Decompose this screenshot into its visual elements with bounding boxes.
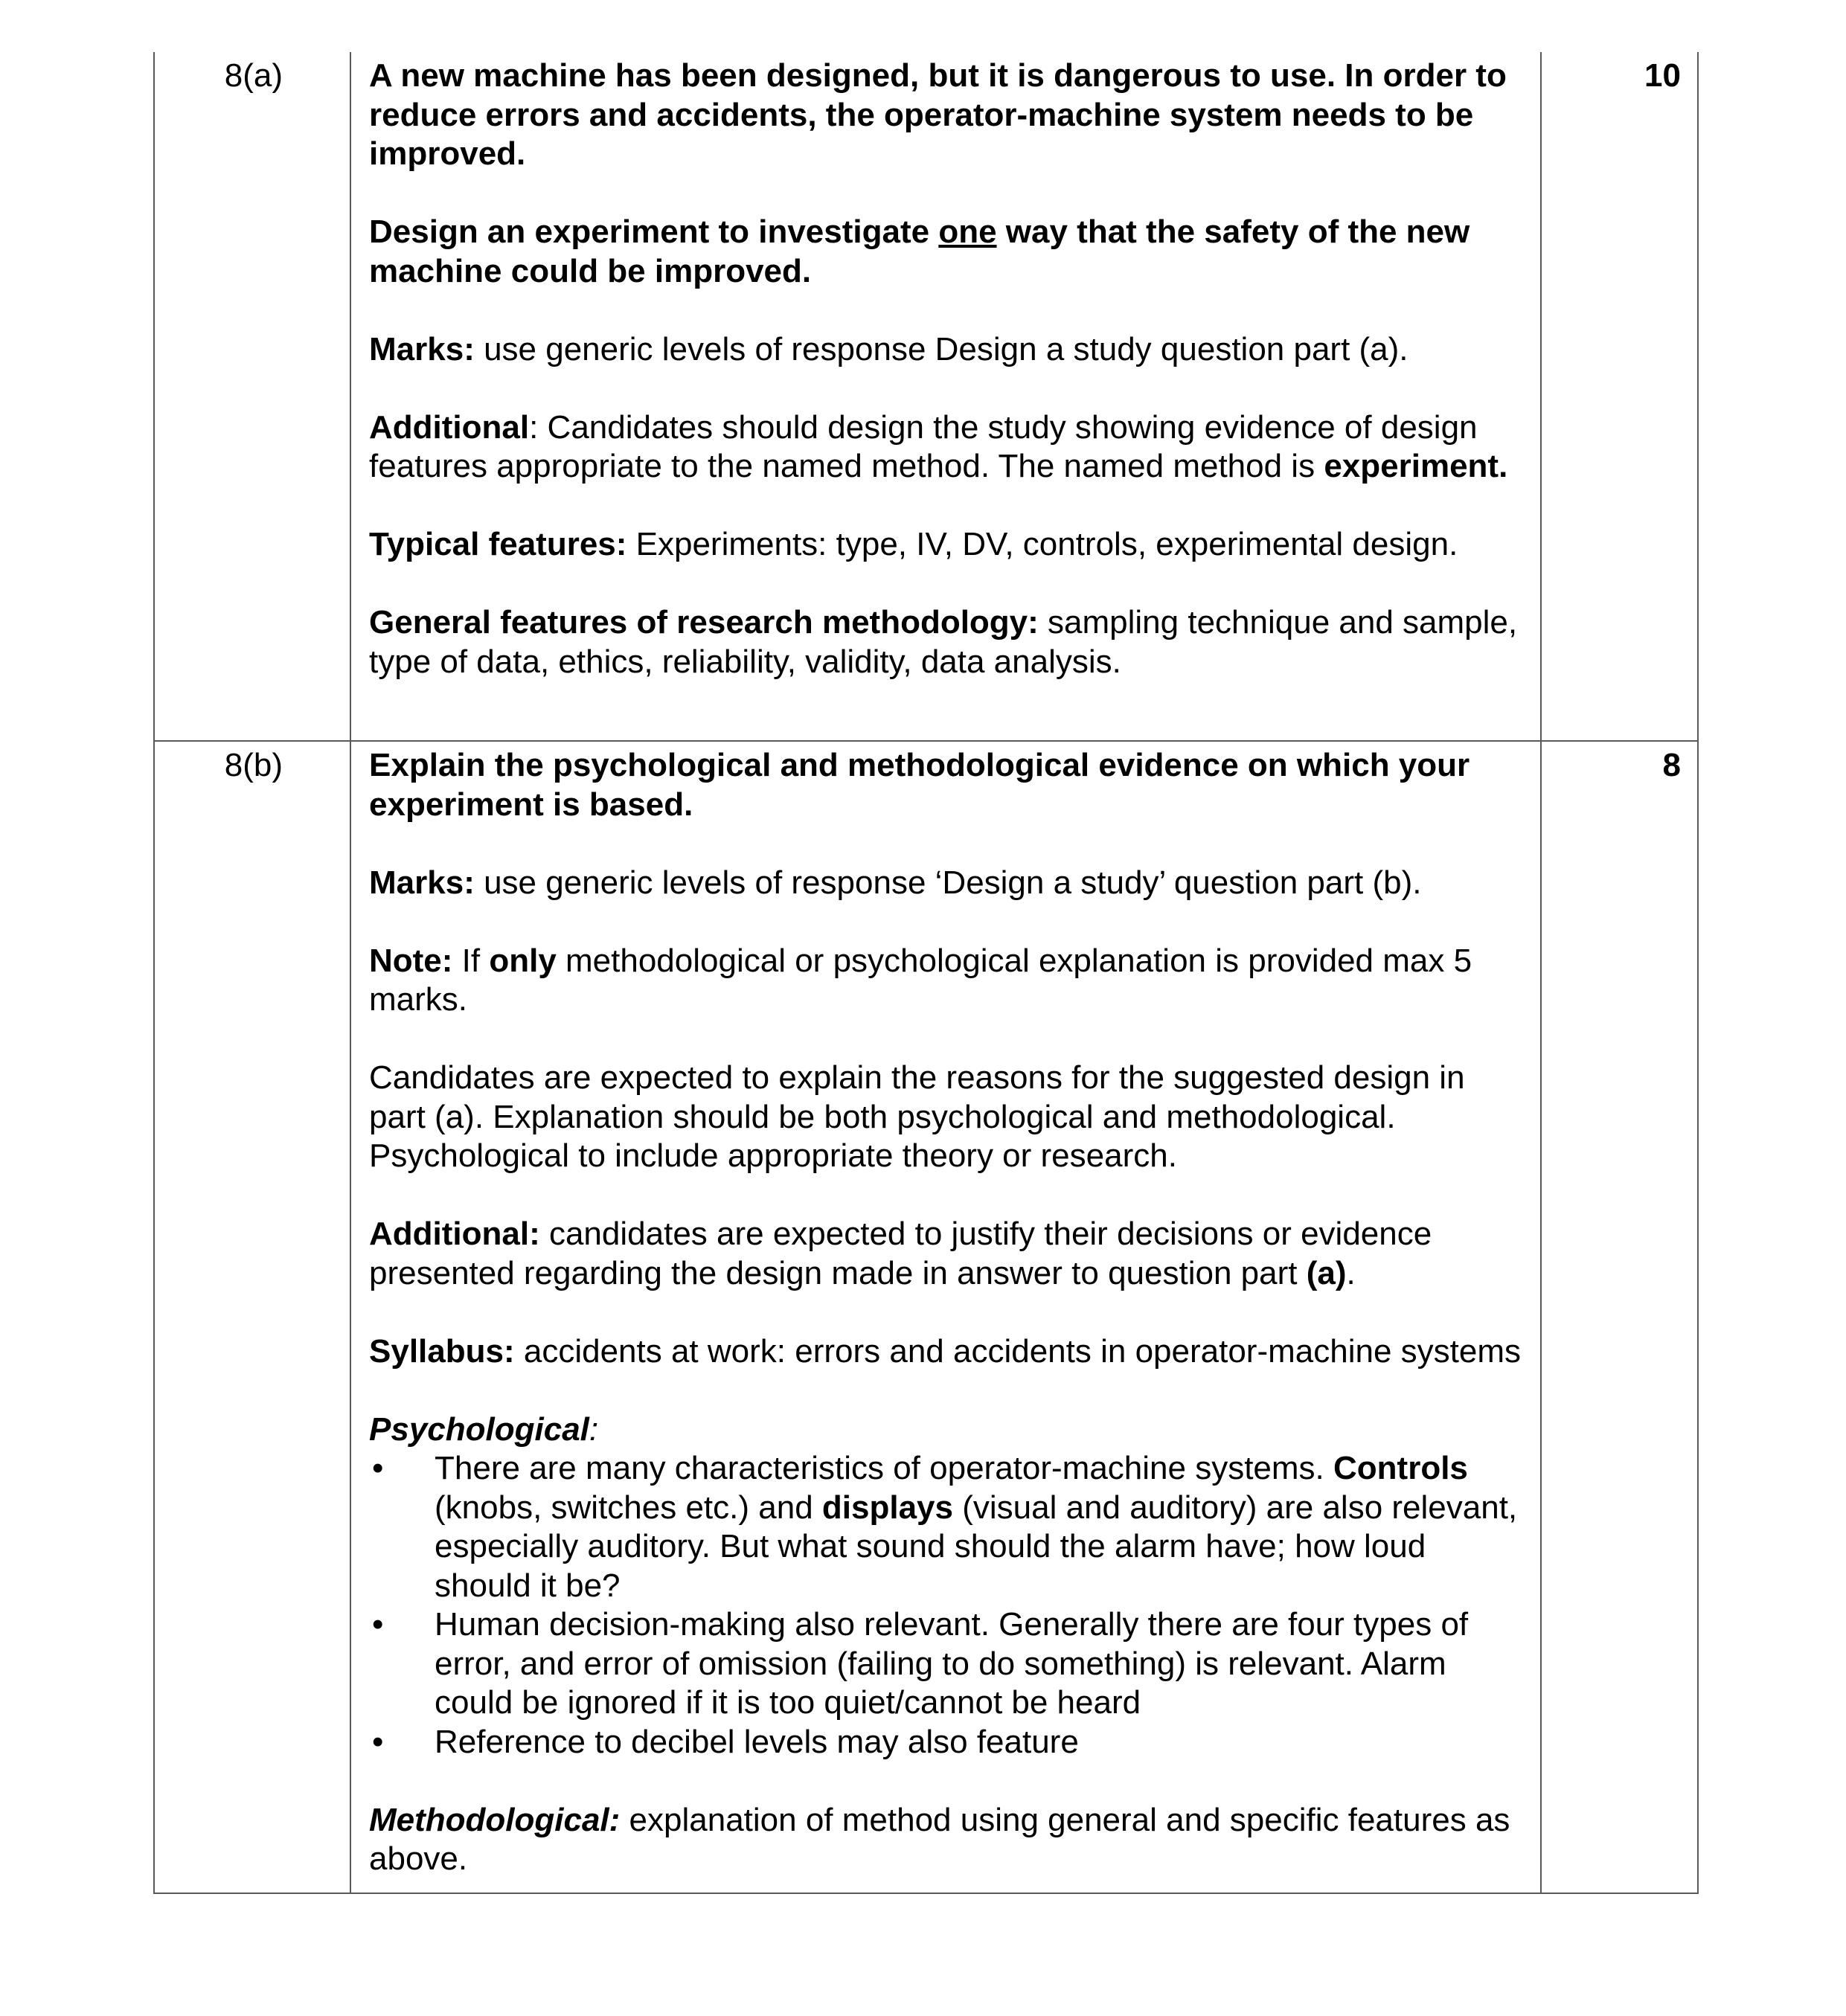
marks-value: 8: [1541, 741, 1698, 1893]
general-features: General features of research methodology: sampling technique and sample, type of data, ethics, reliability, validity, data analysis.: [369, 604, 1518, 680]
candidates-expectation: Candidates are expected to explain the reasons for the suggested design in part (a). Explanation should be both psychological and methodological. Psychological to include appropriate theory or research.: [369, 1059, 1465, 1174]
question-row-8b: [154, 741, 1698, 1893]
marks-value: 10: [1541, 52, 1698, 741]
marks-instruction: Marks: use generic levels of response Design a study question part (a).: [369, 330, 1408, 367]
list-item: • Human decision-making also relevant. Generally there are four types of error, and error of omission (failing to do something) is relevant. Alarm could be ignored if it is too quiet/cannot be heard: [372, 1606, 1469, 1721]
bullet-icon: •: [372, 1723, 384, 1760]
list-item: • There are many characteristics of operator-machine systems. Controls (knobs, switches etc.) and displays (visual and auditory) are also relevant, especially auditory. But what sound should the alarm have; how loud should it be?: [372, 1450, 1518, 1604]
question-number: 8(a): [154, 52, 350, 741]
bullet-icon: •: [372, 1450, 384, 1486]
mark-scheme-table: [153, 52, 1699, 1894]
psychological-bullet-list: [369, 1449, 1521, 1762]
bullet-icon: •: [372, 1606, 384, 1643]
answer-guidance: [350, 741, 1541, 1893]
typical-features: Typical features: Experiments: type, IV, DV, controls, experimental design.: [369, 526, 1458, 562]
answer-guidance: [350, 52, 1541, 741]
syllabus: Syllabus: accidents at work: errors and accidents in operator-machine systems: [369, 1332, 1521, 1370]
psychological-heading: Psychological:: [369, 1410, 599, 1448]
question-row-8a: [154, 52, 1698, 741]
methodological-guidance: Methodological: explanation of method using general and specific features as above.: [369, 1801, 1510, 1877]
question-number: 8(b): [154, 741, 350, 1893]
question-prompt: Explain the psychological and methodological evidence on which your experiment is based.: [369, 747, 1470, 823]
note: Note: If only methodological or psychological explanation is provided max 5 marks.: [369, 942, 1472, 1018]
additional-guidance: Additional: candidates are expected to justify their decisions or evidence presented regarding the design made in answer to question part (a).: [369, 1216, 1432, 1291]
list-item: • Reference to decibel levels may also feature: [369, 1723, 1521, 1762]
underlined-word: one: [938, 214, 997, 250]
question-prompt: A new machine has been designed, but it is dangerous to use. In order to reduce errors and accidents, the operator-machine system needs to be improved.: [369, 57, 1507, 172]
question-task: Design an experiment to investigate one way that the safety of the new machine could be improved.: [369, 214, 1470, 289]
marks-instruction: Marks: use generic levels of response ‘Design a study’ question part (b).: [369, 864, 1422, 901]
additional-guidance: Additional: Candidates should design the study showing evidence of design features appropriate to the named method. The named method is experiment.: [369, 408, 1508, 484]
